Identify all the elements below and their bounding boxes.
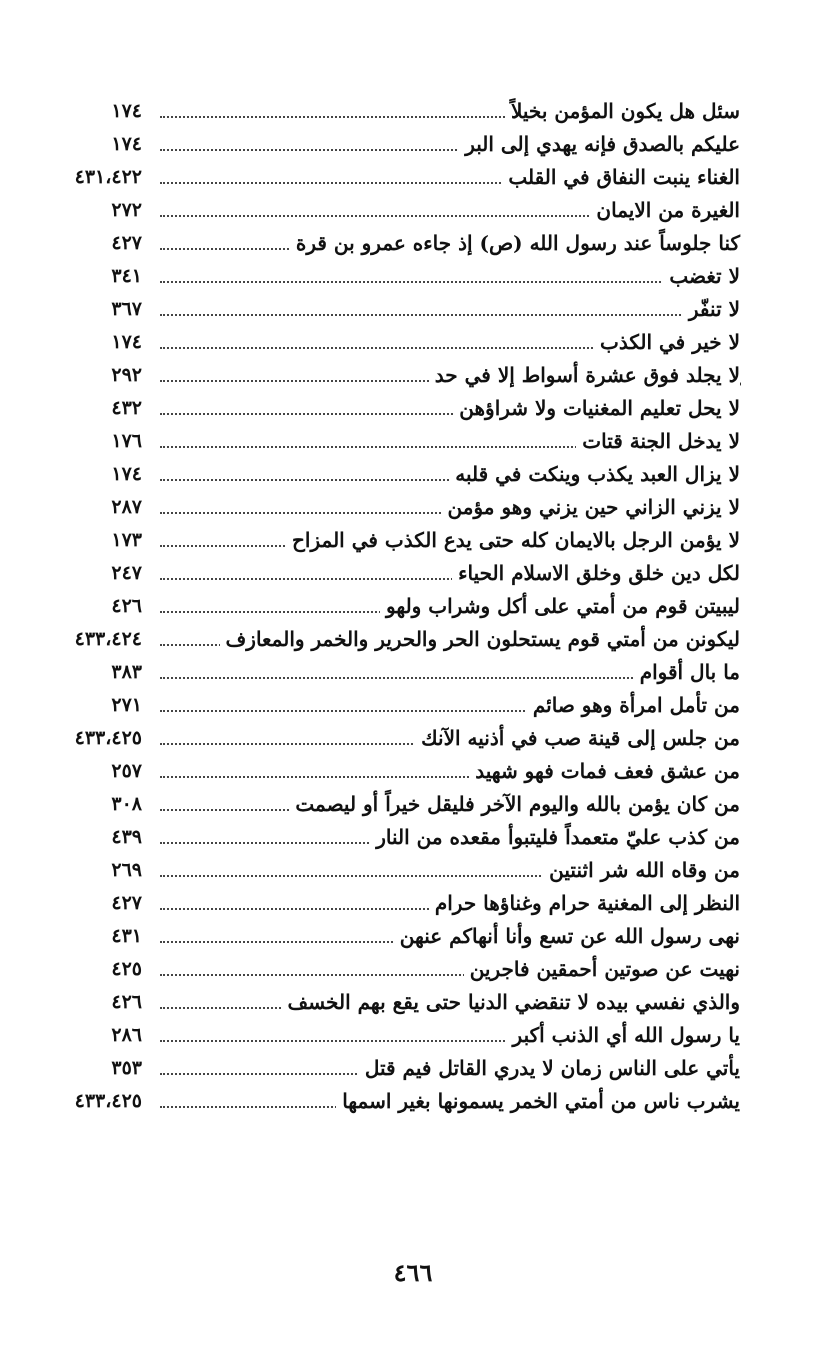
index-entry bbox=[0, 161, 826, 194]
entry-text: لا يزني الزاني حين يزني وهو مؤمن bbox=[442, 491, 740, 524]
index-entry bbox=[0, 524, 826, 557]
entry-text: ليكونن من أمتي قوم يستحلون الحر والحرير والخمر والمعازف bbox=[220, 623, 740, 656]
entry-page-numbers: ٤٢٦ bbox=[111, 595, 142, 617]
entry-text: يشرب ناس من أمتي الخمر يسمونها بغير اسمها bbox=[336, 1085, 740, 1118]
entry-page-numbers: ٤٣٣،٤٢٥ bbox=[74, 1090, 142, 1112]
entry-text: عليكم بالصدق فإنه يهدي إلى البر bbox=[459, 128, 740, 161]
index-entry bbox=[0, 656, 826, 689]
entry-page-numbers: ١٧٤ bbox=[111, 133, 142, 155]
index-entry bbox=[0, 1085, 826, 1118]
entry-text: والذي نفسي بيده لا تنقضي الدنيا حتى يقع بهم الخسف bbox=[282, 986, 740, 1019]
index-entry bbox=[0, 689, 826, 722]
entry-text: من وقاه الله شر اثنتين bbox=[543, 854, 740, 887]
entry-text: لا خير في الكذب bbox=[594, 326, 740, 359]
entry-page-numbers: ٤٢٥ bbox=[111, 958, 142, 980]
index-entry bbox=[0, 986, 826, 1019]
entry-text: لا تغضب bbox=[663, 260, 740, 293]
entry-text: لا يؤمن الرجل بالايمان كله حتى يدع الكذب في المزاح bbox=[286, 524, 740, 557]
entry-text: لكل دين خلق وخلق الاسلام الحياء bbox=[452, 557, 740, 590]
entry-text: سئل هل يكون المؤمن بخيلاً bbox=[505, 95, 740, 128]
entry-page-numbers: ٢٧١ bbox=[111, 694, 142, 716]
index-entry bbox=[0, 590, 826, 623]
dotted-leader bbox=[160, 314, 740, 316]
entry-text: من تأمل امرأة وهو صائم bbox=[527, 689, 740, 722]
hadith-index-list bbox=[0, 95, 826, 1118]
entry-page-numbers: ٣٦٧ bbox=[111, 298, 142, 320]
entry-page-numbers: ٤٣١،٤٢٢ bbox=[74, 166, 142, 188]
entry-text: الغيرة من الايمان bbox=[590, 194, 740, 227]
index-entry bbox=[0, 359, 826, 392]
index-entry bbox=[0, 95, 826, 128]
entry-page-numbers: ٤٣٣،٤٢٤ bbox=[74, 628, 142, 650]
entry-page-numbers: ٤٢٦ bbox=[111, 991, 142, 1013]
entry-page-numbers: ٤٢٧ bbox=[111, 232, 142, 254]
entry-page-numbers: ٤٣٩ bbox=[111, 826, 142, 848]
index-entry bbox=[0, 425, 826, 458]
dotted-leader bbox=[160, 281, 740, 283]
entry-page-numbers: ٣٤١ bbox=[111, 265, 142, 287]
entry-page-numbers: ٤٣٢ bbox=[111, 397, 142, 419]
index-entry bbox=[0, 1052, 826, 1085]
index-entry bbox=[0, 722, 826, 755]
entry-text: يا رسول الله أي الذنب أكبر bbox=[507, 1019, 740, 1052]
entry-text: النظر إلى المغنية حرام وغناؤها حرام bbox=[429, 887, 740, 920]
entry-page-numbers: ٤٣١ bbox=[111, 925, 142, 947]
entry-page-numbers: ٢٦٩ bbox=[111, 859, 142, 881]
entry-page-numbers: ١٧٤ bbox=[111, 463, 142, 485]
entry-text: من عشق فعف فمات فهو شهيد bbox=[469, 755, 740, 788]
index-entry bbox=[0, 458, 826, 491]
entry-page-numbers: ١٧٤ bbox=[111, 331, 142, 353]
entry-text: من كذب عليّ متعمداً فليتبوأ مقعده من النار bbox=[370, 821, 740, 854]
entry-text: لا يزال العبد يكذب وينكت في قلبه bbox=[449, 458, 740, 491]
entry-page-numbers: ٢٤٧ bbox=[111, 562, 142, 584]
index-entry bbox=[0, 953, 826, 986]
entry-page-numbers: ٢٩٢ bbox=[111, 364, 142, 386]
entry-page-numbers: ٢٨٧ bbox=[111, 496, 142, 518]
entry-text: لا يدخل الجنة قتات bbox=[576, 425, 740, 458]
entry-page-numbers: ١٧٤ bbox=[111, 100, 142, 122]
entry-text: يأتي على الناس زمان لا يدري القاتل فيم قتل bbox=[359, 1052, 740, 1085]
entry-page-numbers: ٣٠٨ bbox=[111, 793, 142, 815]
entry-text: لا تنفّر bbox=[683, 293, 740, 326]
entry-text: من جلس إلى قينة صب في أذنيه الآنك bbox=[415, 722, 740, 755]
index-entry bbox=[0, 623, 826, 656]
entry-page-numbers: ٤٣٣،٤٢٥ bbox=[74, 727, 142, 749]
entry-page-numbers: ٤٢٧ bbox=[111, 892, 142, 914]
entry-page-numbers: ١٧٦ bbox=[111, 430, 142, 452]
entry-page-numbers: ٢٨٦ bbox=[111, 1024, 142, 1046]
entry-page-numbers: ٢٥٧ bbox=[111, 760, 142, 782]
entry-page-numbers: ١٧٣ bbox=[111, 529, 142, 551]
entry-text: كنا جلوساً عند رسول الله (ص) إذ جاءه عمرو بن قرة bbox=[290, 227, 740, 260]
index-entry bbox=[0, 788, 826, 821]
index-entry bbox=[0, 1019, 826, 1052]
index-entry bbox=[0, 755, 826, 788]
entry-page-numbers: ٣٥٣ bbox=[111, 1057, 142, 1079]
entry-text: من كان يؤمن بالله واليوم الآخر فليقل خيراً أو ليصمت bbox=[289, 788, 740, 821]
page-number: ٤٦٦ bbox=[393, 1258, 433, 1287]
index-entry bbox=[0, 194, 826, 227]
entry-text: ما بال أقوام bbox=[634, 656, 740, 689]
index-entry bbox=[0, 821, 826, 854]
index-entry bbox=[0, 491, 826, 524]
entry-text: نهى رسول الله عن تسع وأنا أنهاكم عنهن bbox=[394, 920, 740, 953]
index-entry bbox=[0, 326, 826, 359]
index-entry bbox=[0, 557, 826, 590]
entry-text: نهيت عن صوتين أحمقين فاجرين bbox=[464, 953, 740, 986]
index-entry bbox=[0, 260, 826, 293]
index-entry bbox=[0, 854, 826, 887]
entry-page-numbers: ٣٨٣ bbox=[111, 661, 142, 683]
index-entry bbox=[0, 392, 826, 425]
index-entry bbox=[0, 128, 826, 161]
index-entry bbox=[0, 293, 826, 326]
entry-text: ليبيتن قوم من أمتي على أكل وشراب ولهو bbox=[380, 590, 740, 623]
entry-text: لا يحل تعليم المغنيات ولا شراؤهن bbox=[453, 392, 740, 425]
entry-text: الغناء ينبت النفاق في القلب bbox=[502, 161, 740, 194]
index-entry bbox=[0, 227, 826, 260]
index-entry bbox=[0, 920, 826, 953]
entry-page-numbers: ٢٧٢ bbox=[111, 199, 142, 221]
entry-text: لا يجلد فوق عشرة أسواط إلا في حد bbox=[429, 359, 740, 392]
index-entry bbox=[0, 887, 826, 920]
